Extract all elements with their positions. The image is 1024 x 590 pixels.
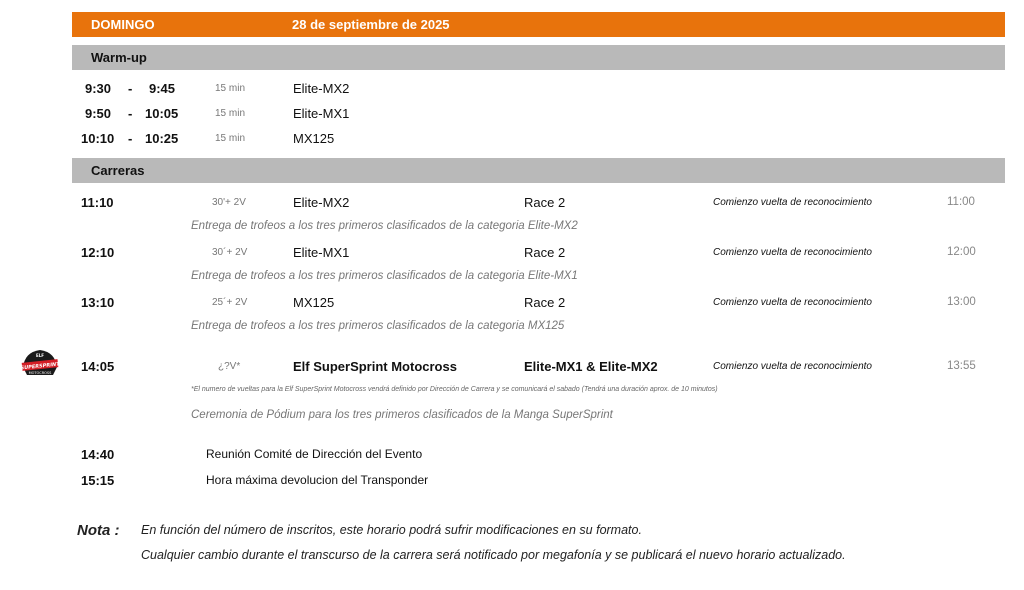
supersprint-action-time: 13:55: [947, 360, 976, 372]
nota-line-1: En función del número de inscritos, este horario podrá sufrir modificaciones en su formato.: [141, 523, 642, 537]
supersprint-race: Elite-MX1 & Elite-MX2: [524, 359, 658, 374]
warmup-end: 10:25: [145, 131, 179, 146]
day-label: DOMINGO: [91, 17, 155, 32]
warmup-start: 9:50: [85, 106, 112, 121]
race-time: 13:10: [81, 295, 115, 310]
logo-text-mid: SUPERSPRINT: [20, 361, 60, 372]
warmup-start: 9:30: [85, 81, 112, 96]
warmup-category: Elite-MX1: [293, 106, 350, 121]
race-category: Elite-MX2: [293, 195, 350, 210]
warmup-duration: 15 min: [215, 83, 246, 94]
event-text: Reunión Comité de Dirección del Evento: [206, 447, 423, 461]
warmup-sep: -: [128, 81, 133, 96]
trophy-note: Entrega de trofeos a los tres primeros clasificados de la categoria Elite-MX2: [191, 220, 578, 232]
warmup-end: 10:05: [145, 106, 179, 121]
warmup-sep: -: [128, 106, 133, 121]
race-category: MX125: [293, 295, 335, 310]
race-name: Race 2: [524, 295, 566, 310]
supersprint-time: 14:05: [81, 359, 115, 374]
warmup-end: 9:45: [149, 81, 176, 96]
supersprint-footnote: *El numero de vueltas para la Elf SuperSprint Motocross vendrá definido por Dirección de Carrera y se comunicará el sabado (Tendrá una duración aprox. de 10 minutos): [191, 386, 718, 393]
event-time: 15:15: [81, 473, 115, 488]
logo-text-bottom: MOTOCROSS: [28, 371, 52, 375]
warmup-sep: -: [128, 131, 133, 146]
warmup-duration: 15 min: [215, 108, 246, 119]
race-category: Elite-MX1: [293, 245, 350, 260]
warmup-category: Elite-MX2: [293, 81, 350, 96]
race-action-time: 13:00: [947, 296, 976, 308]
warmup-start: 10:10: [81, 131, 115, 146]
date-label: 28 de septiembre de 2025: [292, 17, 450, 32]
race-format: 30'+ 2V: [212, 197, 246, 208]
race-action: Comienzo vuelta de reconocimiento: [713, 297, 872, 308]
warmup-duration: 15 min: [215, 133, 246, 144]
race-format: 25´+ 2V: [212, 297, 248, 308]
warmup-title: Warm-up: [91, 50, 147, 65]
ceremony-note: Ceremonia de Pódium para los tres primeros clasificados de la Manga SuperSprint: [191, 409, 613, 421]
nota-label: Nota :: [77, 522, 120, 539]
warmup-category: MX125: [293, 131, 335, 146]
logo-text-top: ELF: [35, 353, 45, 358]
day-header-bar: [72, 12, 1005, 37]
supersprint-format: ¿?V*: [218, 361, 241, 372]
race-time: 12:10: [81, 245, 115, 260]
trophy-note: Entrega de trofeos a los tres primeros clasificados de la categoria MX125: [191, 320, 565, 332]
race-action-time: 12:00: [947, 246, 976, 258]
race-time: 11:10: [81, 195, 114, 210]
race-format: 30´+ 2V: [212, 247, 248, 258]
event-time: 14:40: [81, 447, 115, 462]
trophy-note: Entrega de trofeos a los tres primeros clasificados de la categoria Elite-MX1: [191, 270, 578, 282]
carreras-section-bar: [72, 158, 1005, 183]
supersprint-category: Elf SuperSprint Motocross: [293, 359, 457, 374]
carreras-title: Carreras: [91, 163, 145, 178]
race-name: Race 2: [524, 245, 566, 260]
event-text: Hora máxima devolucion del Transponder: [206, 473, 429, 487]
supersprint-action: Comienzo vuelta de reconocimiento: [713, 361, 872, 372]
race-name: Race 2: [524, 195, 566, 210]
warmup-section-bar: [72, 45, 1005, 70]
supersprint-logo-icon: [20, 347, 60, 381]
race-action: Comienzo vuelta de reconocimiento: [713, 197, 872, 208]
race-action-time: 11:00: [947, 196, 975, 208]
nota-line-2: Cualquier cambio durante el transcurso de la carrera será notificado por megafonía y se publicará el nuevo horario actualizado.: [141, 548, 846, 562]
race-action: Comienzo vuelta de reconocimiento: [713, 247, 872, 258]
